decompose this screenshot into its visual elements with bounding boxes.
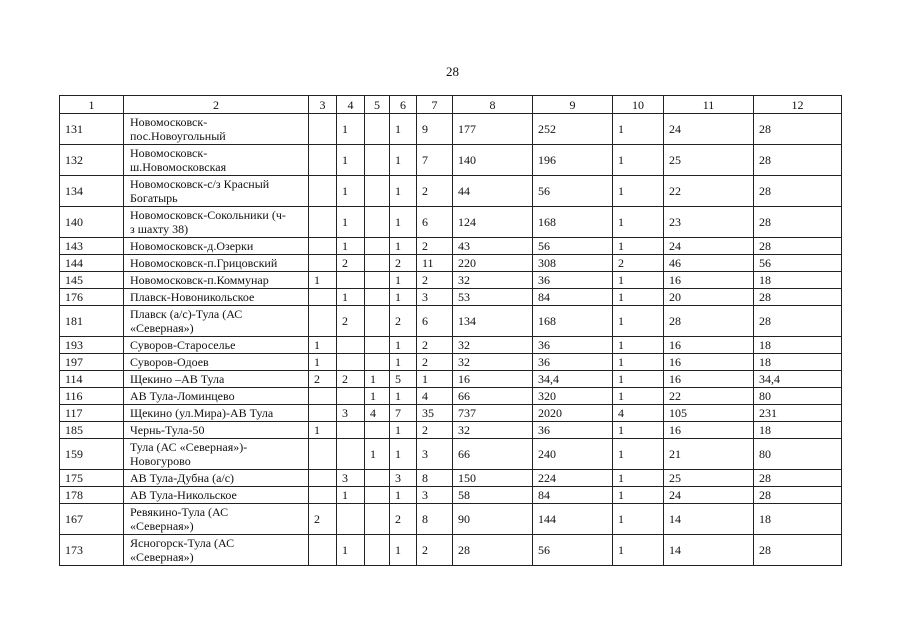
col-12-cell: 231 (754, 405, 842, 422)
col-6-cell: 2 (390, 306, 417, 337)
col-5-cell (365, 487, 390, 504)
col-7-cell: 3 (417, 487, 453, 504)
table-row (60, 176, 842, 207)
routes-table (59, 95, 842, 566)
route-number-cell: 185 (60, 422, 124, 439)
col-3-cell (309, 207, 337, 238)
route-number-cell: 181 (60, 306, 124, 337)
col-5-cell (365, 114, 390, 145)
route-number-cell: 132 (60, 145, 124, 176)
route-number-cell: 197 (60, 354, 124, 371)
col-3-cell (309, 405, 337, 422)
header-cell: 11 (664, 96, 754, 114)
col-7-cell: 6 (417, 207, 453, 238)
col-7-cell: 35 (417, 405, 453, 422)
col-7-cell: 2 (417, 176, 453, 207)
col-6-cell: 1 (390, 114, 417, 145)
route-number-cell: 178 (60, 487, 124, 504)
col-8-cell: 53 (453, 289, 533, 306)
col-3-cell (309, 289, 337, 306)
col-10-cell: 2 (613, 255, 664, 272)
col-4-cell (337, 439, 365, 470)
col-3-cell (309, 487, 337, 504)
col-12-cell: 18 (754, 354, 842, 371)
col-11-cell: 16 (664, 337, 754, 354)
col-12-cell: 28 (754, 487, 842, 504)
table-body (60, 114, 842, 566)
col-4-cell (337, 272, 365, 289)
col-6-cell: 3 (390, 470, 417, 487)
col-11-cell: 16 (664, 354, 754, 371)
col-8-cell: 32 (453, 272, 533, 289)
col-9-cell: 196 (533, 145, 613, 176)
col-10-cell: 1 (613, 272, 664, 289)
col-12-cell: 28 (754, 145, 842, 176)
col-8-cell: 32 (453, 354, 533, 371)
col-8-cell: 737 (453, 405, 533, 422)
col-8-cell: 32 (453, 337, 533, 354)
col-10-cell: 1 (613, 354, 664, 371)
col-10-cell: 1 (613, 207, 664, 238)
col-5-cell (365, 535, 390, 566)
col-5-cell: 1 (365, 371, 390, 388)
col-7-cell: 4 (417, 388, 453, 405)
table-row (60, 207, 842, 238)
route-name-cell: Тула (АС «Северная»)- Новогурово (124, 439, 309, 470)
col-9-cell: 168 (533, 306, 613, 337)
col-5-cell (365, 176, 390, 207)
table-row (60, 255, 842, 272)
col-6-cell: 1 (390, 176, 417, 207)
col-5-cell (365, 255, 390, 272)
col-4-cell: 1 (337, 176, 365, 207)
col-5-cell (365, 422, 390, 439)
col-6-cell: 1 (390, 388, 417, 405)
col-11-cell: 14 (664, 535, 754, 566)
col-7-cell: 2 (417, 535, 453, 566)
col-7-cell: 3 (417, 439, 453, 470)
col-5-cell (365, 337, 390, 354)
col-8-cell: 150 (453, 470, 533, 487)
table-row (60, 439, 842, 470)
route-number-cell: 144 (60, 255, 124, 272)
col-5-cell (365, 306, 390, 337)
col-7-cell: 6 (417, 306, 453, 337)
col-12-cell: 28 (754, 470, 842, 487)
col-12-cell: 34,4 (754, 371, 842, 388)
header-cell: 6 (390, 96, 417, 114)
route-name-cell: Плавск (а/с)-Тула (АС «Северная») (124, 306, 309, 337)
table-row (60, 238, 842, 255)
route-name-cell: АВ Тула-Ломинцево (124, 388, 309, 405)
col-8-cell: 66 (453, 439, 533, 470)
col-11-cell: 21 (664, 439, 754, 470)
col-6-cell: 2 (390, 504, 417, 535)
col-4-cell: 3 (337, 405, 365, 422)
route-number-cell: 134 (60, 176, 124, 207)
col-6-cell: 1 (390, 422, 417, 439)
col-9-cell: 84 (533, 289, 613, 306)
col-8-cell: 220 (453, 255, 533, 272)
col-3-cell: 1 (309, 337, 337, 354)
header-cell: 10 (613, 96, 664, 114)
col-9-cell: 36 (533, 422, 613, 439)
col-9-cell: 56 (533, 535, 613, 566)
col-10-cell: 1 (613, 535, 664, 566)
col-5-cell (365, 504, 390, 535)
col-7-cell: 8 (417, 470, 453, 487)
table-row (60, 535, 842, 566)
col-11-cell: 105 (664, 405, 754, 422)
col-4-cell: 1 (337, 487, 365, 504)
col-5-cell (365, 289, 390, 306)
col-11-cell: 25 (664, 145, 754, 176)
table-row (60, 504, 842, 535)
route-name-cell: Новомосковск-Сокольники (ч- з шахту 38) (124, 207, 309, 238)
col-5-cell: 1 (365, 388, 390, 405)
col-4-cell: 3 (337, 470, 365, 487)
col-4-cell (337, 422, 365, 439)
route-name-cell: Новомосковск-с/з Красный Богатырь (124, 176, 309, 207)
col-11-cell: 25 (664, 470, 754, 487)
route-number-cell: 173 (60, 535, 124, 566)
col-3-cell (309, 470, 337, 487)
col-7-cell: 7 (417, 145, 453, 176)
col-3-cell (309, 176, 337, 207)
col-8-cell: 140 (453, 145, 533, 176)
col-3-cell (309, 238, 337, 255)
col-5-cell (365, 145, 390, 176)
route-number-cell: 193 (60, 337, 124, 354)
col-10-cell: 1 (613, 371, 664, 388)
route-name-cell: Плавск-Новоникольское (124, 289, 309, 306)
col-4-cell: 2 (337, 255, 365, 272)
col-8-cell: 66 (453, 388, 533, 405)
col-9-cell: 320 (533, 388, 613, 405)
table-row (60, 422, 842, 439)
col-6-cell: 1 (390, 145, 417, 176)
col-8-cell: 90 (453, 504, 533, 535)
col-10-cell: 1 (613, 238, 664, 255)
col-7-cell: 3 (417, 289, 453, 306)
col-12-cell: 28 (754, 289, 842, 306)
route-number-cell: 176 (60, 289, 124, 306)
col-10-cell: 4 (613, 405, 664, 422)
col-11-cell: 14 (664, 504, 754, 535)
col-5-cell: 1 (365, 439, 390, 470)
route-number-cell: 159 (60, 439, 124, 470)
col-6-cell: 1 (390, 337, 417, 354)
col-12-cell: 28 (754, 306, 842, 337)
col-9-cell: 36 (533, 272, 613, 289)
col-5-cell (365, 354, 390, 371)
col-8-cell: 58 (453, 487, 533, 504)
col-9-cell: 56 (533, 176, 613, 207)
col-4-cell: 2 (337, 306, 365, 337)
col-7-cell: 2 (417, 337, 453, 354)
col-11-cell: 20 (664, 289, 754, 306)
col-12-cell: 18 (754, 272, 842, 289)
col-12-cell: 56 (754, 255, 842, 272)
col-6-cell: 1 (390, 207, 417, 238)
col-5-cell (365, 272, 390, 289)
col-10-cell: 1 (613, 422, 664, 439)
route-number-cell: 140 (60, 207, 124, 238)
col-10-cell: 1 (613, 114, 664, 145)
col-8-cell: 124 (453, 207, 533, 238)
table-row (60, 354, 842, 371)
col-6-cell: 5 (390, 371, 417, 388)
route-number-cell: 145 (60, 272, 124, 289)
col-8-cell: 177 (453, 114, 533, 145)
col-9-cell: 252 (533, 114, 613, 145)
col-6-cell: 1 (390, 354, 417, 371)
route-name-cell: Суворов-Одоев (124, 354, 309, 371)
table-row (60, 388, 842, 405)
header-cell: 8 (453, 96, 533, 114)
col-10-cell: 1 (613, 470, 664, 487)
col-5-cell (365, 470, 390, 487)
route-name-cell: Щекино –АВ Тула (124, 371, 309, 388)
col-8-cell: 28 (453, 535, 533, 566)
route-number-cell: 167 (60, 504, 124, 535)
col-10-cell: 1 (613, 337, 664, 354)
col-10-cell: 1 (613, 439, 664, 470)
col-7-cell: 1 (417, 371, 453, 388)
col-3-cell (309, 306, 337, 337)
header-cell: 7 (417, 96, 453, 114)
col-11-cell: 24 (664, 238, 754, 255)
col-7-cell: 2 (417, 272, 453, 289)
col-3-cell (309, 145, 337, 176)
header-cell: 4 (337, 96, 365, 114)
col-12-cell: 80 (754, 388, 842, 405)
col-4-cell: 1 (337, 207, 365, 238)
col-7-cell: 2 (417, 354, 453, 371)
col-6-cell: 2 (390, 255, 417, 272)
route-name-cell: Новомосковск-д.Озерки (124, 238, 309, 255)
route-number-cell: 131 (60, 114, 124, 145)
col-10-cell: 1 (613, 289, 664, 306)
route-number-cell: 117 (60, 405, 124, 422)
col-7-cell: 2 (417, 238, 453, 255)
col-8-cell: 32 (453, 422, 533, 439)
route-name-cell: Новомосковск- ш.Новомосковская (124, 145, 309, 176)
col-7-cell: 8 (417, 504, 453, 535)
header-cell: 12 (754, 96, 842, 114)
col-4-cell: 2 (337, 371, 365, 388)
header-cell: 3 (309, 96, 337, 114)
col-11-cell: 16 (664, 272, 754, 289)
col-4-cell (337, 388, 365, 405)
col-3-cell: 1 (309, 422, 337, 439)
col-6-cell: 1 (390, 272, 417, 289)
table-row (60, 145, 842, 176)
table-header-row (60, 96, 842, 114)
col-8-cell: 16 (453, 371, 533, 388)
route-name-cell: АВ Тула-Дубна (а/с) (124, 470, 309, 487)
col-3-cell (309, 388, 337, 405)
col-6-cell: 1 (390, 487, 417, 504)
col-4-cell: 1 (337, 535, 365, 566)
route-number-cell: 116 (60, 388, 124, 405)
col-9-cell: 36 (533, 337, 613, 354)
col-4-cell (337, 337, 365, 354)
table-row (60, 289, 842, 306)
col-11-cell: 24 (664, 114, 754, 145)
col-5-cell: 4 (365, 405, 390, 422)
col-3-cell: 1 (309, 272, 337, 289)
route-name-cell: Новомосковск- пос.Новоугольный (124, 114, 309, 145)
col-12-cell: 18 (754, 504, 842, 535)
col-4-cell: 1 (337, 238, 365, 255)
col-5-cell (365, 238, 390, 255)
col-4-cell: 1 (337, 289, 365, 306)
col-11-cell: 16 (664, 422, 754, 439)
table-row (60, 272, 842, 289)
col-10-cell: 1 (613, 487, 664, 504)
col-3-cell (309, 255, 337, 272)
col-12-cell: 28 (754, 535, 842, 566)
col-10-cell: 1 (613, 504, 664, 535)
table-row (60, 470, 842, 487)
col-9-cell: 36 (533, 354, 613, 371)
col-11-cell: 28 (664, 306, 754, 337)
col-6-cell: 7 (390, 405, 417, 422)
col-3-cell (309, 114, 337, 145)
header-cell: 9 (533, 96, 613, 114)
col-12-cell: 28 (754, 114, 842, 145)
col-7-cell: 9 (417, 114, 453, 145)
col-9-cell: 240 (533, 439, 613, 470)
col-10-cell: 1 (613, 306, 664, 337)
col-12-cell: 18 (754, 422, 842, 439)
col-11-cell: 22 (664, 388, 754, 405)
col-3-cell (309, 535, 337, 566)
route-name-cell: Новомосковск-п.Коммунар (124, 272, 309, 289)
col-9-cell: 56 (533, 238, 613, 255)
table-row (60, 371, 842, 388)
route-name-cell: АВ Тула-Никольское (124, 487, 309, 504)
col-9-cell: 2020 (533, 405, 613, 422)
col-3-cell: 1 (309, 354, 337, 371)
col-6-cell: 1 (390, 535, 417, 566)
col-12-cell: 80 (754, 439, 842, 470)
col-4-cell (337, 354, 365, 371)
route-number-cell: 143 (60, 238, 124, 255)
col-11-cell: 16 (664, 371, 754, 388)
col-8-cell: 43 (453, 238, 533, 255)
col-4-cell: 1 (337, 114, 365, 145)
col-7-cell: 11 (417, 255, 453, 272)
col-6-cell: 1 (390, 439, 417, 470)
col-6-cell: 1 (390, 289, 417, 306)
col-8-cell: 134 (453, 306, 533, 337)
col-9-cell: 34,4 (533, 371, 613, 388)
route-number-cell: 175 (60, 470, 124, 487)
route-name-cell: Чернь-Тула-50 (124, 422, 309, 439)
col-5-cell (365, 207, 390, 238)
col-9-cell: 84 (533, 487, 613, 504)
col-12-cell: 18 (754, 337, 842, 354)
header-cell: 1 (60, 96, 124, 114)
col-12-cell: 28 (754, 207, 842, 238)
table-row (60, 487, 842, 504)
col-8-cell: 44 (453, 176, 533, 207)
col-7-cell: 2 (417, 422, 453, 439)
col-9-cell: 308 (533, 255, 613, 272)
col-12-cell: 28 (754, 238, 842, 255)
col-10-cell: 1 (613, 388, 664, 405)
col-12-cell: 28 (754, 176, 842, 207)
col-4-cell: 1 (337, 145, 365, 176)
col-10-cell: 1 (613, 145, 664, 176)
route-name-cell: Суворов-Староселье (124, 337, 309, 354)
col-11-cell: 24 (664, 487, 754, 504)
col-9-cell: 168 (533, 207, 613, 238)
table-row (60, 306, 842, 337)
table-row (60, 405, 842, 422)
col-11-cell: 23 (664, 207, 754, 238)
col-9-cell: 224 (533, 470, 613, 487)
col-10-cell: 1 (613, 176, 664, 207)
page-number: 28 (446, 64, 459, 79)
col-11-cell: 46 (664, 255, 754, 272)
col-3-cell: 2 (309, 504, 337, 535)
route-name-cell: Новомосковск-п.Грицовский (124, 255, 309, 272)
route-number-cell: 114 (60, 371, 124, 388)
route-name-cell: Ясногорск-Тула (АС «Северная») (124, 535, 309, 566)
table-row (60, 337, 842, 354)
header-cell: 2 (124, 96, 309, 114)
col-3-cell (309, 439, 337, 470)
route-name-cell: Щекино (ул.Мира)-АВ Тула (124, 405, 309, 422)
table-row (60, 114, 842, 145)
header-cell: 5 (365, 96, 390, 114)
col-3-cell: 2 (309, 371, 337, 388)
col-6-cell: 1 (390, 238, 417, 255)
col-11-cell: 22 (664, 176, 754, 207)
route-name-cell: Ревякино-Тула (АС «Северная») (124, 504, 309, 535)
col-4-cell (337, 504, 365, 535)
col-9-cell: 144 (533, 504, 613, 535)
